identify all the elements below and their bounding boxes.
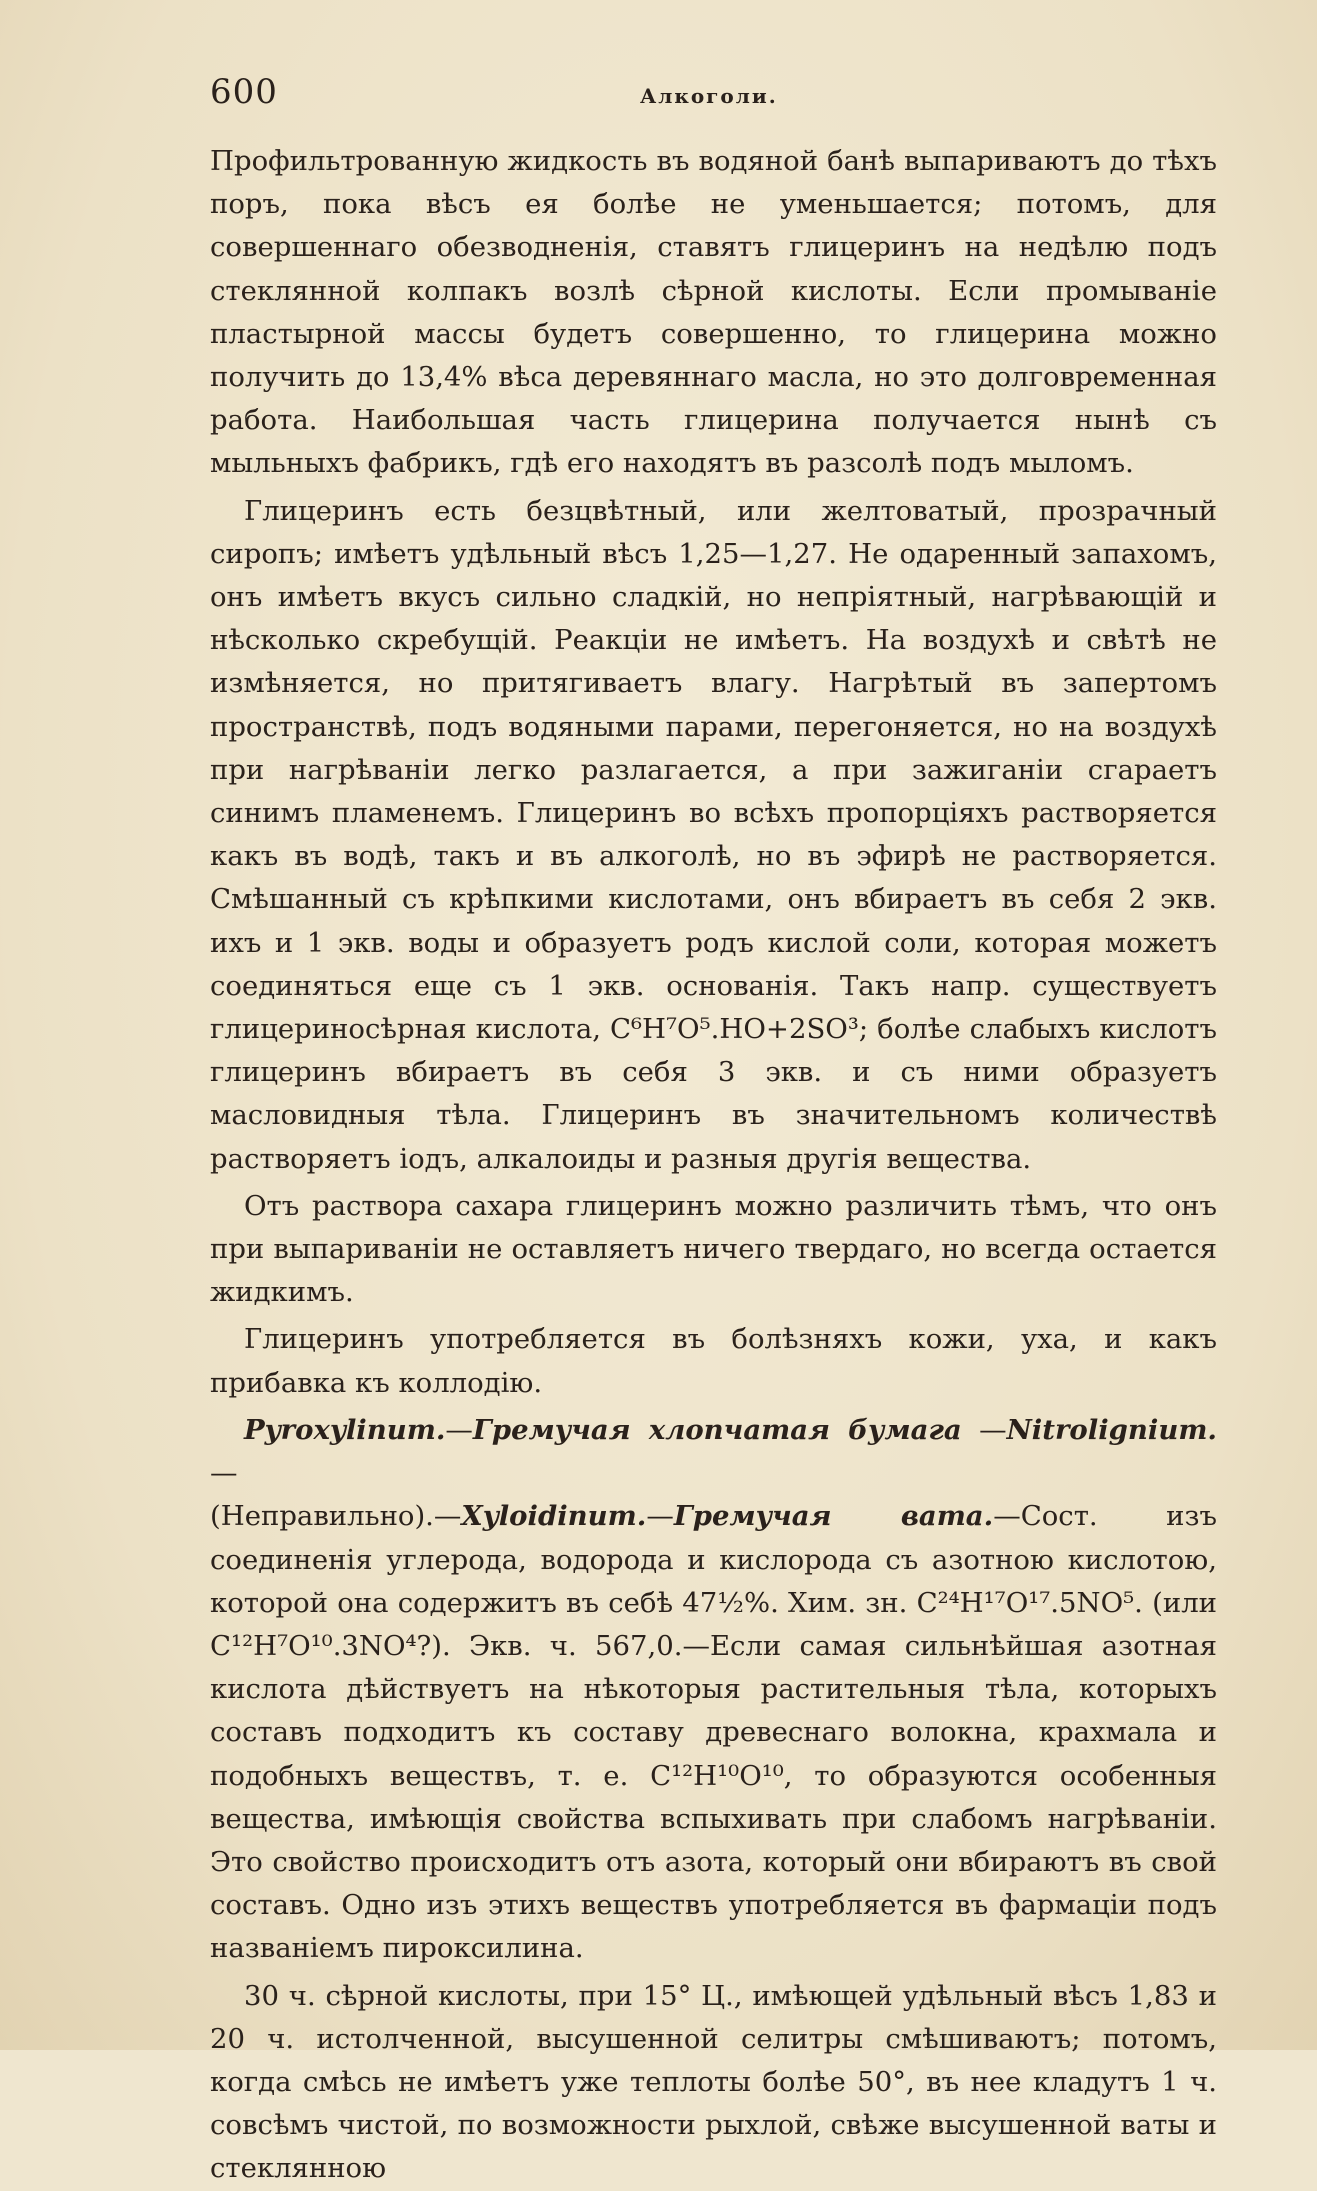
paragraph-glycerin-properties: Глицеринъ есть безцвѣтный, или желтоватый, прозрачный сиропъ; имѣетъ удѣльный вѣсъ 1,25—1,27. Не одаренный запахомъ, онъ имѣетъ вкусъ сильно сладкій, но непріятный, нагрѣвающій и нѣсколько скребущій. Реакціи не имѣетъ. На воздухѣ и свѣтѣ не измѣняется, но притягиваетъ влагу. Нагрѣтый въ запертомъ пространствѣ, подъ водяными парами, перегоняется, но на воздухѣ при нагрѣваніи легко разлагается, а при зажиганіи сгараетъ синимъ пламенемъ. Глицеринъ во всѣхъ пропорціяхъ растворяется какъ въ водѣ, такъ и въ алкоголѣ, но въ эфирѣ не растворяется. Смѣшанный съ крѣпкими кислотами, онъ вбираетъ въ себя 2 экв. ихъ и 1 экв. воды и образуетъ родъ кислой соли, которая можетъ соединяться еще съ 1 экв. основанія. Такъ напр. существуетъ глицериносѣрная кислота, C⁶H⁷O⁵.HO+2SO³; болѣе слабыхъ кислотъ глицеринъ вбираетъ въ себя 3 экв. и съ ними образуетъ масловидныя тѣла. Глицеринъ въ значительномъ количествѣ растворяетъ іодъ, алкалоиды и разныя другія вещества. xyxy=(210,494,1217,1175)
dash: — xyxy=(445,1413,473,1446)
note-incorrect: (Неправильно). xyxy=(210,1500,434,1533)
page-header xyxy=(210,72,1217,132)
term-nitrolignium: Nitrolignium. xyxy=(1006,1413,1218,1446)
term-gremuchaya-bumaga: Гремучая хлопчатая бумага xyxy=(472,1413,962,1446)
paragraph-pyroxylin xyxy=(210,1409,1217,1971)
running-head: Алкоголи. xyxy=(640,84,778,108)
paragraph-glycerin-usage: Глицеринъ употребляется въ болѣзняхъ кожи, уха, и какъ прибавка къ коллодію. xyxy=(210,1323,1217,1399)
page-number: 600 xyxy=(210,72,278,112)
dash: — xyxy=(210,1457,238,1490)
dash: — xyxy=(433,1500,462,1533)
pyroxylin-body: —Сост. изъ соединенія углерода, водорода и кислорода съ азотною кислотою, которой она содержитъ въ себѣ 47½%. Хим. зн. C²⁴H¹⁷O¹⁷.5NO⁵. (или C¹²H⁷O¹⁰.3NO⁴?). Экв. ч. 567,0.—Если самая сильнѣйшая азотная кислота дѣйствуетъ на нѣкоторыя растительныя тѣла, которыхъ составъ подходитъ къ составу древеснаго волокна, крахмала и подобныхъ веществъ, т. е. C¹²H¹⁰O¹⁰, то образуются особенныя вещества, имѣющія свойства вспыхивать при слабомъ нагрѣваніи. Это свойство происходитъ отъ азота, который они вбираютъ въ свой составъ. Одно изъ этихъ веществъ употребляется въ фармаціи подъ названіемъ пироксилина. xyxy=(210,1500,1217,1965)
dash: — xyxy=(961,1413,1007,1446)
paragraph-glycerin-preparation: Профильтрованную жидкость въ водяной банѣ выпариваютъ до тѣхъ поръ, пока вѣсъ ея болѣе не уменьшается; потомъ, для совершеннаго обезводненія, ставятъ глицеринъ на недѣлю подъ стеклянной колпакъ возлѣ сѣрной кислоты. Если промываніе пластырной массы будетъ совершенно, то глицерина можно получить до 13,4% вѣса деревяннаго масла, но это долговременная работа. Наибольшая часть глицерина получается нынѣ съ мыльныхъ фабрикъ, гдѣ его находятъ въ разсолѣ подъ мыломъ. xyxy=(210,145,1217,480)
term-xyloidinum: Xyloidinum. xyxy=(461,1500,647,1533)
dash: — xyxy=(646,1500,674,1533)
term-pyroxylinum: Pyroxylinum. xyxy=(244,1413,446,1446)
paragraph-glycerin-distinction: Отъ раствора сахара глицеринъ можно различить тѣмъ, что онъ при выпариваніи не оставляетъ ничего твердаго, но всегда остается жидкимъ. xyxy=(210,1189,1217,1309)
paragraph-pyroxylin-preparation: 30 ч. сѣрной кислоты, при 15° Ц., имѣющей удѣльный вѣсъ 1,83 и 20 ч. истолченной, высушенной селитры смѣшиваютъ; потомъ, когда смѣсь не имѣетъ уже теплоты болѣе 50°, въ нее кладутъ 1 ч. совсѣмъ чистой, по возможности рыхлой, свѣже высушенной ваты и стеклянною xyxy=(210,1979,1217,2185)
term-gremuchaya-vata: Гремучая вата. xyxy=(673,1500,994,1533)
